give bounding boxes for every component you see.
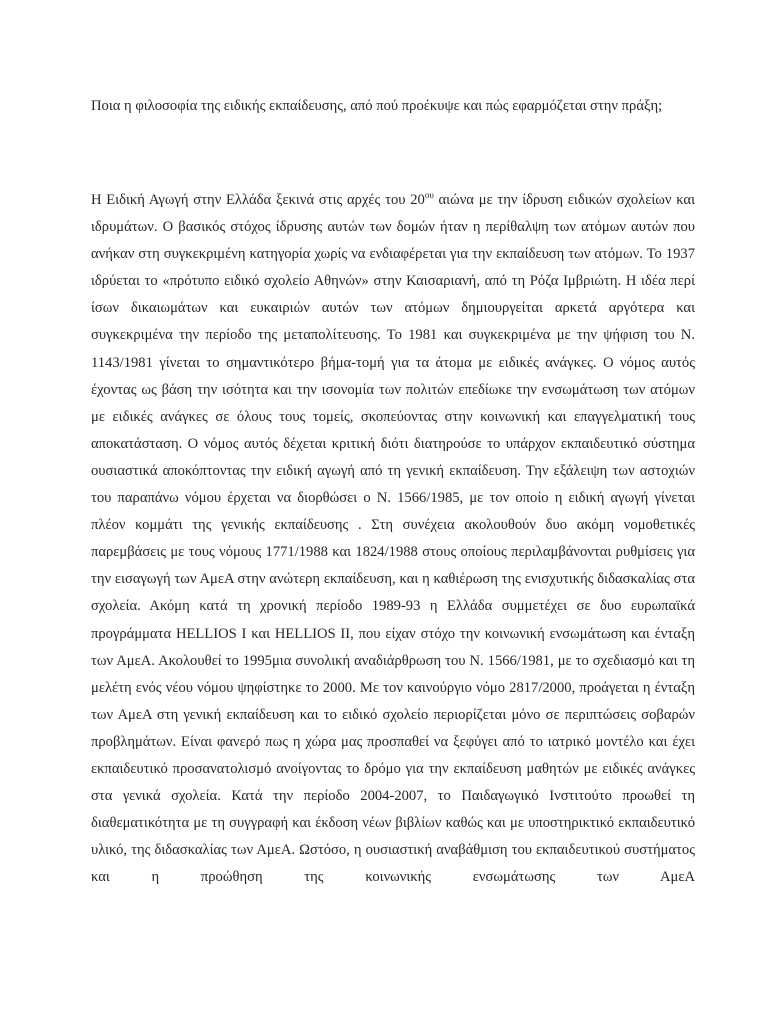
superscript-ordinal: ου — [424, 190, 434, 201]
question-heading: Ποια η φιλοσοφία της ειδικής εκπαίδευσης, από πού προέκυψε και πώς εφαρμόζεται στην πράξη; — [91, 98, 663, 114]
paragraph-text-start: Η Ειδική Αγωγή στην Ελλάδα ξεκινά στις αρχές του 20 — [91, 192, 425, 208]
paragraph-text-rest: αιώνα με την ίδρυση ειδικών σχολείων και ιδρυμάτων. Ο βασικός στόχος ίδρυσης αυτών των δομών ήταν η περίθαλψη των ατόμων αυτών που ανήκαν στη συγκεκριμένη κατηγορία χωρίς να ενδιαφέρεται για την εκπαίδευση των ατόμων. Το 1937 ιδρύεται το «πρότυπο ειδικό σχολείο Αθηνών» στην Καισαριανή, από τη Ρόζα Ιμβριώτη. Η ιδέα περί ίσων δικαιωμάτων και ευκαιριών αυτών των ατόμων δημιουργείται αρκετά αργότερα και συγκεκριμένα την περίοδο της μεταπολίτευσης. Το 1981 και συγκεκριμένα με την ψήφιση του Ν. 1143/1981 γίνεται το σημαντικότερο βήμα-τομή για τα άτομα με ειδικές ανάγκες. Ο νόμος αυτός έχοντας ως βάση την ισότητα και την ισονομία των πολιτών επεδίωκε την ενσωμάτωση των ατόμων με ειδικές ανάγκες σε όλους τους τομείς, σκοπεύοντας στην κοινωνική και επαγγελματική τους αποκατάσταση. Ο νόμος αυτός δέχεται κριτική διότι διατηρούσε το υπάρχον εκπαιδευτικό σύστημα ουσιαστικά αποκόπτοντας την ειδική αγωγή από τη γενική εκπαίδευση. Την εξάλειψη των αστοχιών του παραπάνω νόμου έρχεται να διορθώσει ο Ν. 1566/1985, με τον οποίο η ειδική αγωγή γίνεται πλέον κομμάτι της γενικής εκπαίδευσης . Στη συνέχεια ακολουθούν δυο ακόμη νομοθετικές παρεμβάσεις με τους νόμους 1771/1988 και 1824/1988 στους οποίους περιλαμβάνονται ρυθμίσεις για την εισαγωγή των ΑμεΑ στην ανώτερη εκπαίδευση, και η καθιέρωση της ενισχυτικής διδασκαλίας στα σχολεία. Ακόμη κατά τη χρονική περίοδο 1989-93 η Ελλάδα συμμετέχει σε δυο ευρωπαϊκά προγράμματα HELLIOS I και HELLIOS II, που είχαν στόχο την κοινωνική ενσωμάτωση και ένταξη των ΑμεΑ. Ακολουθεί το 1995μια συνολική αναδιάρθρωση του Ν. 1566/1981, με το σχεδιασμό και τη μελέτη ενός νέου νόμου ψηφίστηκε το 2000. Με τον καινούργιο νόμο 2817/2000, προάγεται η ένταξη των ΑμεΑ στη γενική εκπαίδευση και το ειδικό σχολείο περιορίζεται μόνο σε περιπτώσεις σοβαρών προβλημάτων. Είναι φανερό πως η χώρα μας προσπαθεί να ξεφύγει από το ιατρικό μοντέλο και έχει εκπαιδευτικό προσανατολισμό ανοίγοντας το δρόμο για την εκπαίδευση μαθητών με ειδικές ανάγκες στα γενικά σχολεία. Κατά την περίοδο 2004-2007, το Παιδαγωγικό Ινστιτούτο προωθεί τη διαθεματικότητα με τη συγγραφή και έκδοση νέων βιβλίων καθώς και με υποστηρικτικό εκπαιδευτικό υλικό, της διδασκαλίας των ΑμεΑ. Ωστόσο, η ουσιαστική αναβάθμιση του εκπαιδευτικού συστήματος και η προώθηση της κοινωνικής ενσωμάτωσης των ΑμεΑ — [91, 192, 695, 886]
body-paragraph — [91, 187, 695, 891]
